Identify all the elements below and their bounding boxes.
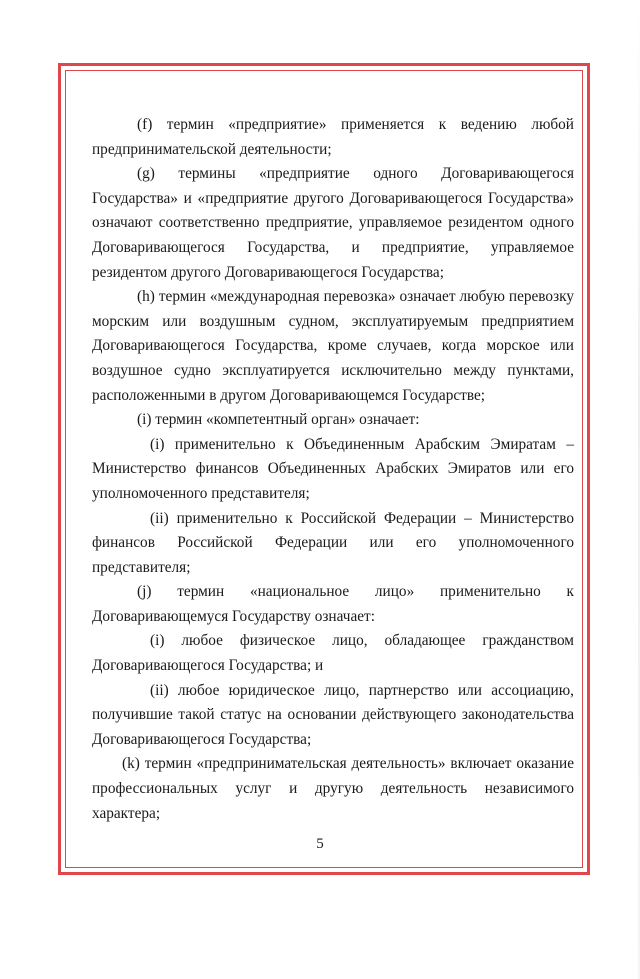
paragraph-j-sub-2: (ii) любое юридическое лицо, партнерство или ассоциацию, получившие такой статус на основании действующего законодательства Договаривающегося Государства; (92, 681, 574, 748)
paragraph-i-sub-1: (i) применительно к Объединенным Арабским Эмиратам – Министерство финансов Объединенных Арабских Эмиратов или его уполномоченного представителя; (92, 435, 574, 502)
page-number: 5 (316, 836, 324, 852)
paragraph-j: (j) термин «национальное лицо» применительно к Договаривающемуся Государству означает: (92, 583, 574, 625)
paragraph-k: (k) термин «предпринимательская деятельность» включает оказание профессиональных услуг и другую деятельность независимого характера; (92, 755, 574, 822)
paragraph-g: (g) термины «предприятие одного Договаривающегося Государства» и «предприятие другого Договаривающегося Государства» означают соответственно предприятие, управляемое резидентом одного Договаривающегося Государства, и предприятие, управляемое резидентом другого Договаривающегося Государства; (92, 165, 574, 281)
document-body (92, 113, 574, 826)
paragraph-i: (i) термин «компетентный орган» означает: (137, 411, 420, 429)
paragraph-h: (h) термин «международная перевозка» означает любую перевозку морским или воздушным судном, эксплуатируемым предприятием Договаривающегося Государства, кроме случаев, когда морское или воздушное судно эксплуатируется исключительно между пунктами, расположенными в другом Договаривающемся Государстве; (92, 288, 574, 404)
paragraph-f: (f) термин «предприятие» применяется к ведению любой предпринимательской деятельности; (92, 116, 574, 158)
paragraph-j-sub-1: (i) любое физическое лицо, обладающее гражданством Договаривающегося Государства; и (92, 632, 574, 675)
paragraph-i-sub-2: (ii) применительно к Российской Федерации – Министерство финансов Российской Федерации или его уполномоченного представителя; (92, 509, 574, 576)
